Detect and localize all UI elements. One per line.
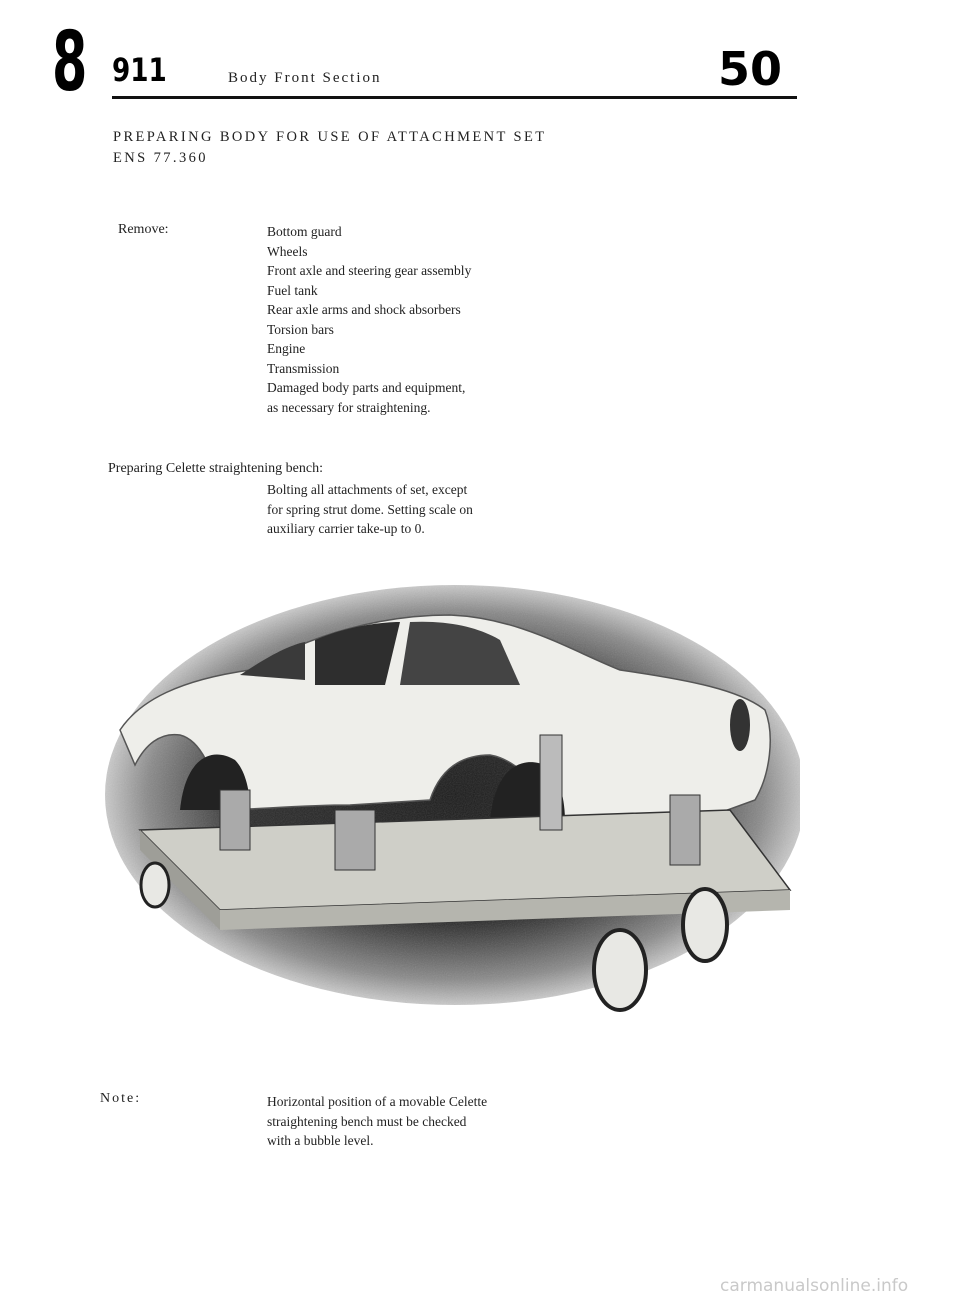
note-line: with a bubble level. <box>267 1133 374 1148</box>
header-rule <box>112 96 797 99</box>
chapter-number: 8 <box>52 15 88 110</box>
bench-label: Preparing Celette straightening bench: <box>108 461 323 476</box>
remove-list <box>267 222 597 417</box>
note-line: straightening bench must be checked <box>267 1113 467 1129</box>
list-item: Front axle and steering gear assembly <box>267 263 472 278</box>
list-item: Engine <box>267 341 306 356</box>
car-on-bench-photo <box>100 560 800 1015</box>
note-text <box>267 1092 487 1151</box>
list-item: Torsion bars <box>267 321 334 337</box>
bench-text <box>267 480 473 539</box>
list-item: Rear axle arms and shock absorbers <box>267 302 461 317</box>
heading-line-1: PREPARING BODY FOR USE OF ATTACHMENT SET <box>113 129 547 145</box>
list-item: Wheels <box>267 243 308 259</box>
note-line: Horizontal position of a movable Celette <box>267 1094 488 1109</box>
bench-line: Bolting all attachments of set, except <box>267 482 468 497</box>
list-item: Bottom guard <box>267 224 342 239</box>
bench-line: for spring strut dome. Setting scale on <box>267 501 473 517</box>
model-label: 911 <box>112 51 167 89</box>
list-item: Fuel tank <box>267 282 318 298</box>
list-item: Transmission <box>267 360 340 376</box>
bench-line: auxiliary carrier take-up to 0. <box>267 521 425 536</box>
note-label: Note: <box>100 1091 142 1106</box>
list-item: Damaged body parts and equipment, <box>267 380 466 395</box>
heading-line-2: ENS 77.360 <box>113 150 208 166</box>
watermark-text: carmanualsonline.info <box>720 1276 909 1296</box>
section-name: Body Front Section <box>228 70 382 86</box>
remove-label: Remove: <box>118 222 169 237</box>
page-heading <box>113 127 633 169</box>
page-number: 50 <box>718 42 783 96</box>
list-item: as necessary for straightening. <box>267 399 431 415</box>
